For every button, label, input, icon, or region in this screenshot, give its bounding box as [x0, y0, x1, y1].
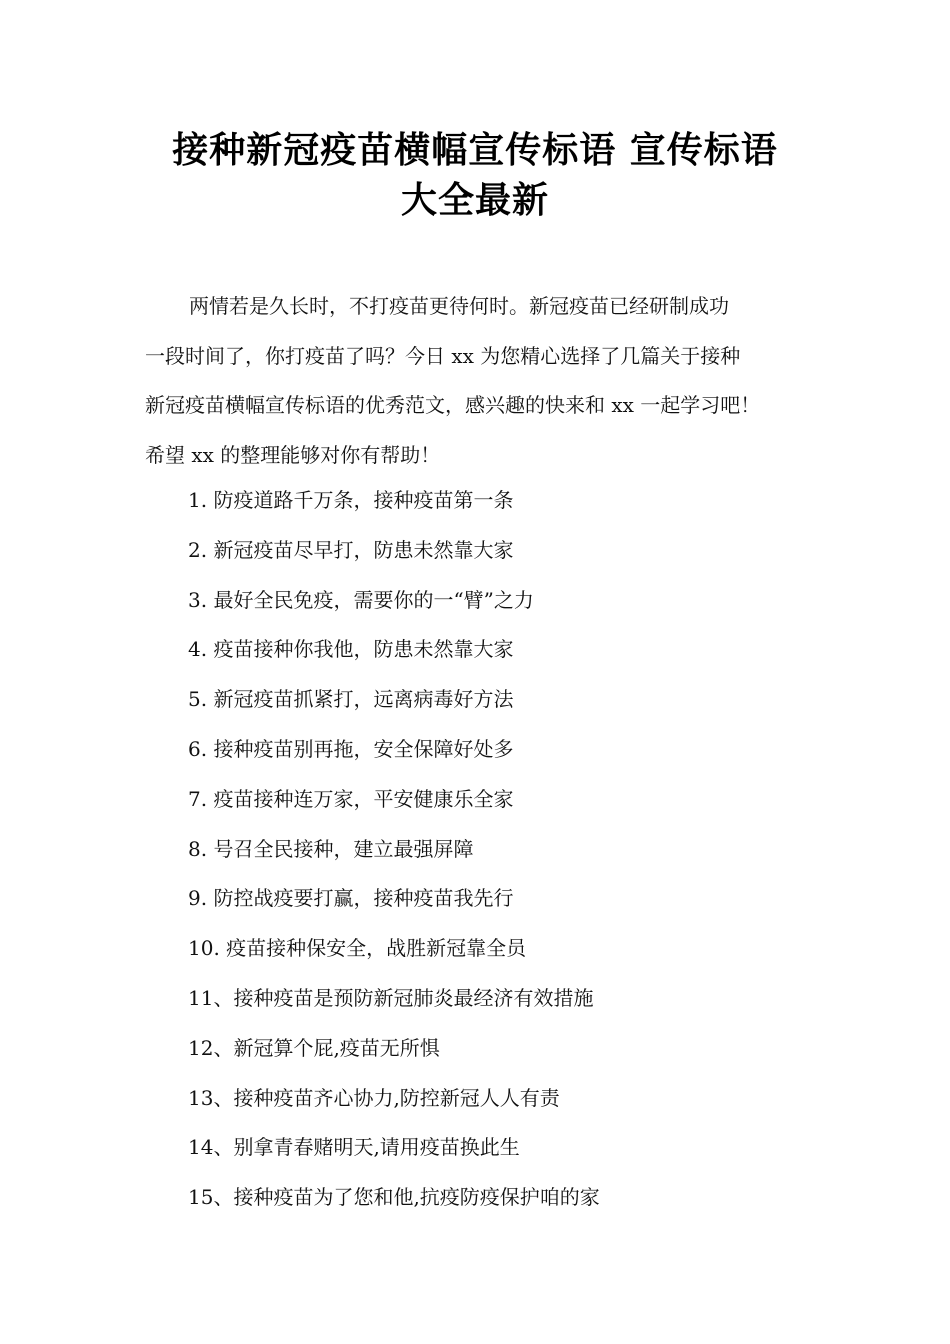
slogan-item: 7. 疫苗接种连万家，平安健康乐全家: [188, 786, 514, 811]
title-line-1: 接种新冠疫苗横幅宣传标语 宣传标语: [172, 130, 778, 171]
intro-paragraph: [145, 282, 825, 480]
slogan-item: 3. 最好全民免疫，需要你的一“臂”之力: [188, 587, 534, 612]
slogan-list: [188, 476, 828, 1223]
intro-line: 希望 xx 的整理能够对你有帮助！: [145, 442, 441, 467]
slogan-item: 4. 疫苗接种你我他，防患未然靠大家: [188, 637, 514, 662]
slogan-item: 8. 号召全民接种，建立最强屏障: [188, 836, 474, 861]
slogan-item: 6. 接种疫苗别再拖，安全保障好处多: [188, 736, 514, 761]
intro-line: 一段时间了，你打疫苗了吗？今日 xx 为您精心选择了几篇关于接种: [145, 343, 741, 368]
intro-line: 两情若是久长时，不打疫苗更待何时。新冠疫苗已经研制成功: [189, 294, 729, 318]
slogan-item: 12、新冠算个屁,疫苗无所惧: [188, 1035, 440, 1060]
title-line-2: 大全最新: [400, 180, 549, 221]
document-title: [120, 126, 830, 226]
intro-line: 新冠疫苗横幅宣传标语的优秀范文，感兴趣的快来和 xx 一起学习吧！: [145, 393, 761, 417]
slogan-item: 11、接种疫苗是预防新冠肺炎最经济有效措施: [188, 985, 594, 1010]
slogan-item: 5. 新冠疫苗抓紧打，远离病毒好方法: [188, 687, 514, 712]
slogan-item: 10. 疫苗接种保安全，战胜新冠靠全员: [188, 936, 527, 961]
slogan-item: 1. 防疫道路千万条，接种疫苗第一条: [188, 488, 514, 512]
slogan-item: 15、接种疫苗为了您和他,抗疫防疫保护咱的家: [188, 1185, 600, 1210]
slogan-item: 13、接种疫苗齐心协力,防控新冠人人有责: [188, 1085, 560, 1110]
slogan-item: 9. 防控战疫要打赢，接种疫苗我先行: [188, 886, 514, 911]
slogan-item: 2. 新冠疫苗尽早打，防患未然靠大家: [188, 537, 514, 562]
slogan-item: 14、别拿青春赌明天,请用疫苗换此生: [188, 1135, 520, 1160]
